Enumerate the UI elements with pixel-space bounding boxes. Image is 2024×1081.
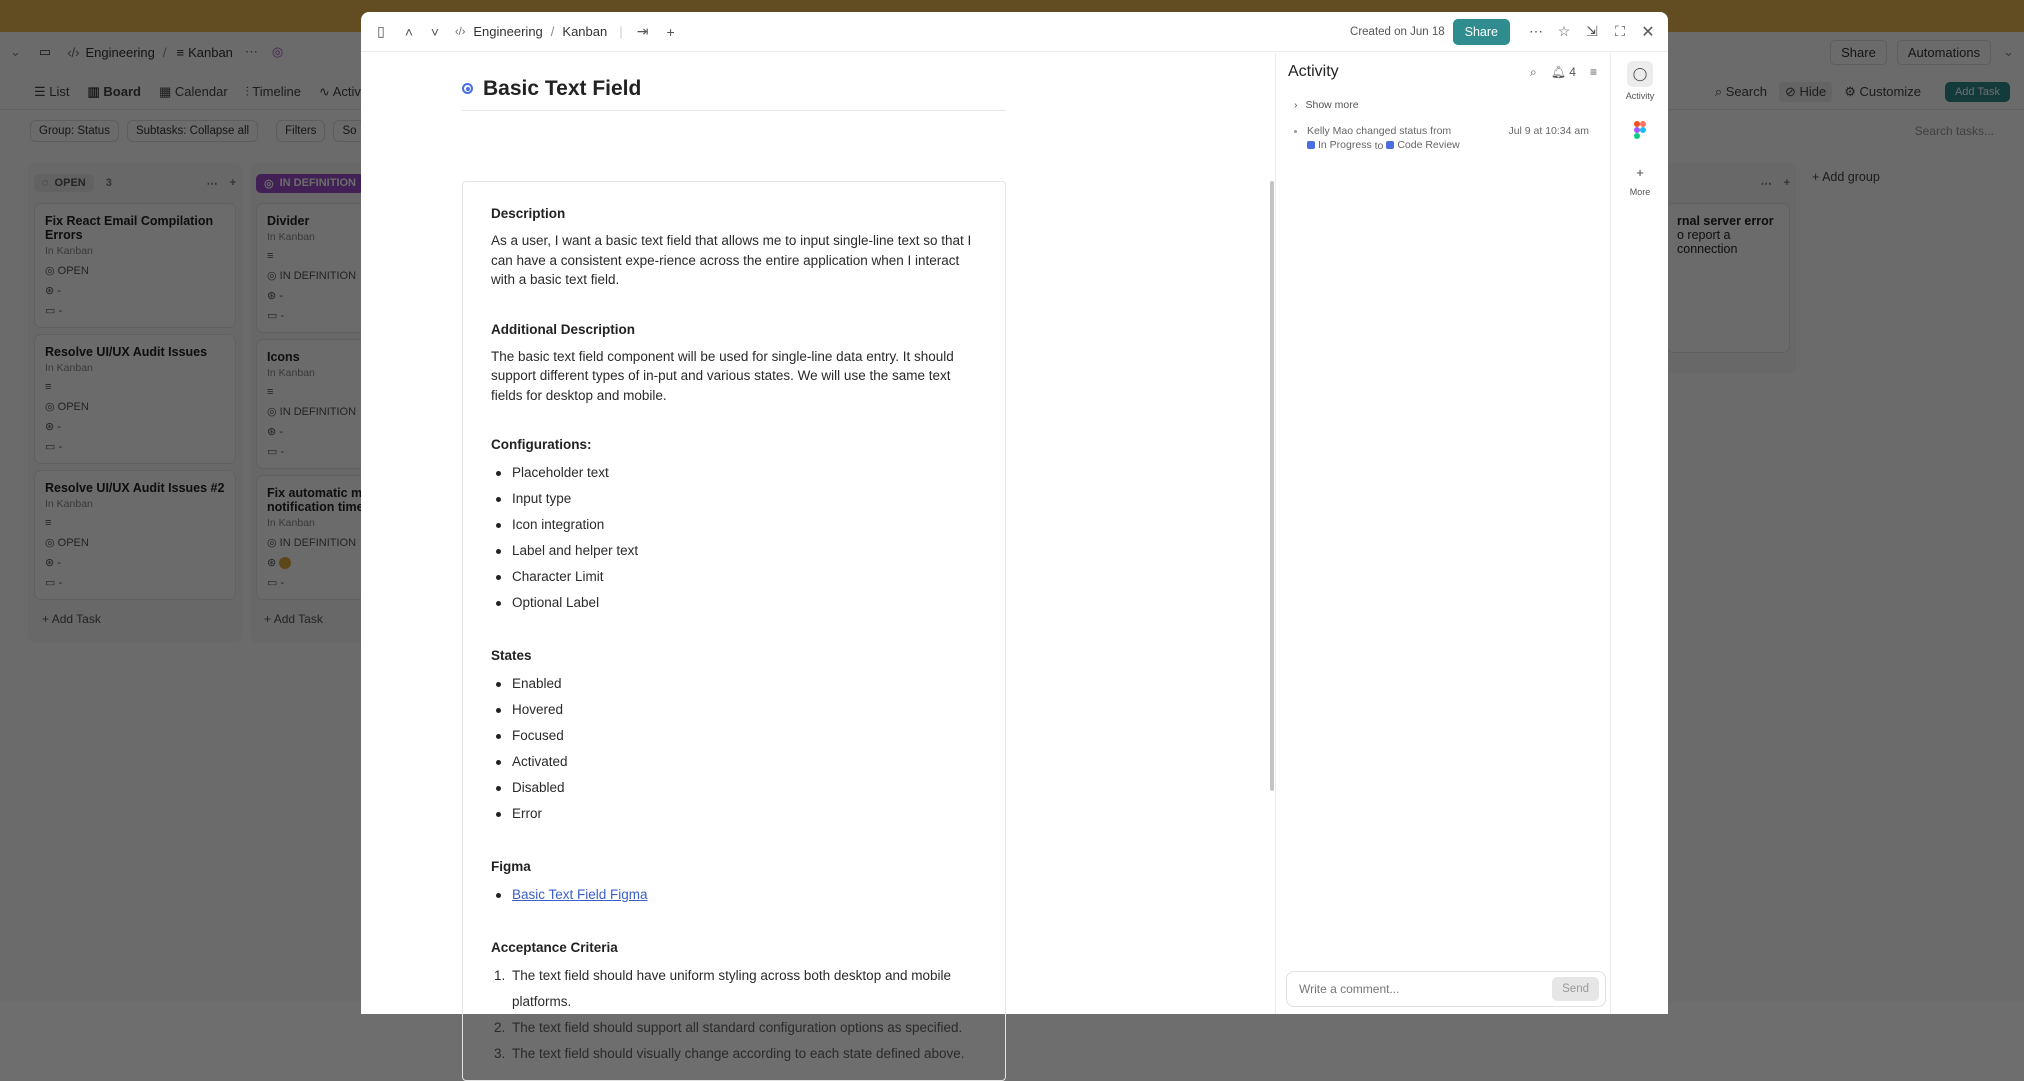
list-item: Error [491, 801, 977, 827]
task-modal [361, 12, 1668, 1061]
activity-tools [1530, 65, 1597, 80]
rail-figma[interactable] [1611, 117, 1669, 143]
to-status: Code Review [1386, 139, 1459, 151]
chat-icon: ◯ [1627, 61, 1653, 87]
list-item: 2. The text field should support all standard configuration options as specified. [494, 1020, 963, 1035]
status-icon[interactable] [462, 83, 473, 94]
activity-entry: Kelly Mao changed status from In Progress to Code Review Jul 9 at 10:34 am [1276, 125, 1609, 152]
list-item: Character Limit [491, 564, 977, 590]
additional-heading: Additional Description [491, 321, 636, 337]
breadcrumb [455, 20, 683, 44]
states-list [491, 671, 977, 827]
list-item: Activated [491, 749, 977, 775]
list-item: Label and helper text [491, 538, 977, 564]
status-square [1307, 141, 1315, 149]
comment-input[interactable] [1299, 982, 1552, 996]
acceptance-list [491, 963, 977, 1067]
title-row [462, 75, 1006, 111]
list-item: Icon integration [491, 512, 977, 538]
activity-text: Kelly Mao changed status from [1307, 125, 1452, 137]
minimize-icon[interactable]: ⇲ [1586, 23, 1598, 39]
figma-link[interactable]: Basic Text Field Figma [512, 887, 648, 902]
rail-more[interactable]: + More [1611, 159, 1669, 197]
additional-text: The basic text field component will be used for single-line data entry. It should support different types of in-put and various states. We will use the same text fields for desktop and mobile. [491, 348, 954, 403]
list-item: Hovered [491, 697, 977, 723]
task-content [361, 53, 1267, 1061]
configurations-list [491, 460, 977, 616]
share-button[interactable]: Share [1453, 19, 1510, 45]
list-item: 3. The text field should visually change according to each state defined above. [494, 1046, 965, 1061]
breadcrumb-engineering[interactable]: Engineering [473, 24, 543, 39]
list-item [491, 882, 977, 908]
star-icon[interactable]: ☆ [1557, 23, 1571, 39]
breadcrumb-kanban[interactable]: Kanban [562, 24, 608, 39]
description-text: As a user, I want a basic text field that allows me to input single-line text so that I can have a consistent expe-rience across the entire application when I interact with a basic text field. [491, 233, 972, 287]
move-icon[interactable]: ⇥ [636, 23, 649, 39]
divider: | [619, 24, 623, 39]
more-icon[interactable]: ⋯ [1529, 23, 1543, 39]
search-icon[interactable]: ⌕ [1529, 64, 1537, 79]
rail-activity[interactable]: ◯ Activity [1611, 61, 1669, 101]
right-rail [1610, 53, 1668, 1014]
chevron-down-icon[interactable]: ˅ [430, 23, 440, 40]
send-button[interactable]: Send [1552, 977, 1599, 1001]
expand-icon[interactable]: ⛶ [1615, 23, 1625, 39]
filter-icon[interactable]: ≡ [1589, 65, 1597, 79]
modal-header [361, 12, 1668, 52]
comment-box [1286, 971, 1606, 1007]
bullet-icon [1294, 130, 1297, 133]
figma-icon [1627, 117, 1653, 143]
status-square [1386, 141, 1394, 149]
list-item: 1. The text field should have uniform styling across both desktop and mobile platforms. [494, 968, 951, 1009]
chevron-up-icon[interactable]: ˄ [404, 23, 414, 40]
plus-icon: + [1636, 164, 1644, 180]
task-description[interactable] [462, 181, 1006, 1081]
list-item: Disabled [491, 775, 977, 801]
activity-header [1276, 53, 1609, 91]
created-date: Created on Jun 18 [1350, 25, 1445, 38]
activity-timestamp: Jul 9 at 10:34 am [1508, 125, 1589, 137]
activity-title: Activity [1288, 63, 1339, 80]
figma-heading: Figma [491, 859, 531, 874]
figma-list [491, 882, 977, 908]
activity-panel [1275, 53, 1609, 1014]
list-item: Optional Label [491, 590, 977, 616]
acceptance-heading: Acceptance Criteria [491, 940, 618, 955]
description-heading: Description [491, 206, 566, 221]
code-icon: ‹/› [455, 25, 466, 38]
show-more-button[interactable]: › Show more [1294, 99, 1359, 111]
list-item: Placeholder text [491, 460, 977, 486]
close-icon[interactable]: ✕ [1641, 23, 1655, 41]
page-title[interactable]: Basic Text Field [483, 76, 642, 100]
list-item: Enabled [491, 671, 977, 697]
plus-icon[interactable]: + [666, 23, 675, 40]
scrollbar-thumb[interactable] [1270, 181, 1274, 791]
sidebar-toggle-icon[interactable]: ▯ [377, 23, 385, 39]
chevron-right-icon: › [1294, 99, 1298, 111]
list-item: Focused [491, 723, 977, 749]
breadcrumb-separator: / [550, 24, 555, 39]
configurations-heading: Configurations: [491, 437, 592, 452]
from-status: In Progress [1307, 139, 1372, 151]
states-heading: States [491, 648, 532, 663]
notifications-button[interactable]: 🔔︎ 4 [1550, 65, 1576, 79]
list-item: Input type [491, 486, 977, 512]
